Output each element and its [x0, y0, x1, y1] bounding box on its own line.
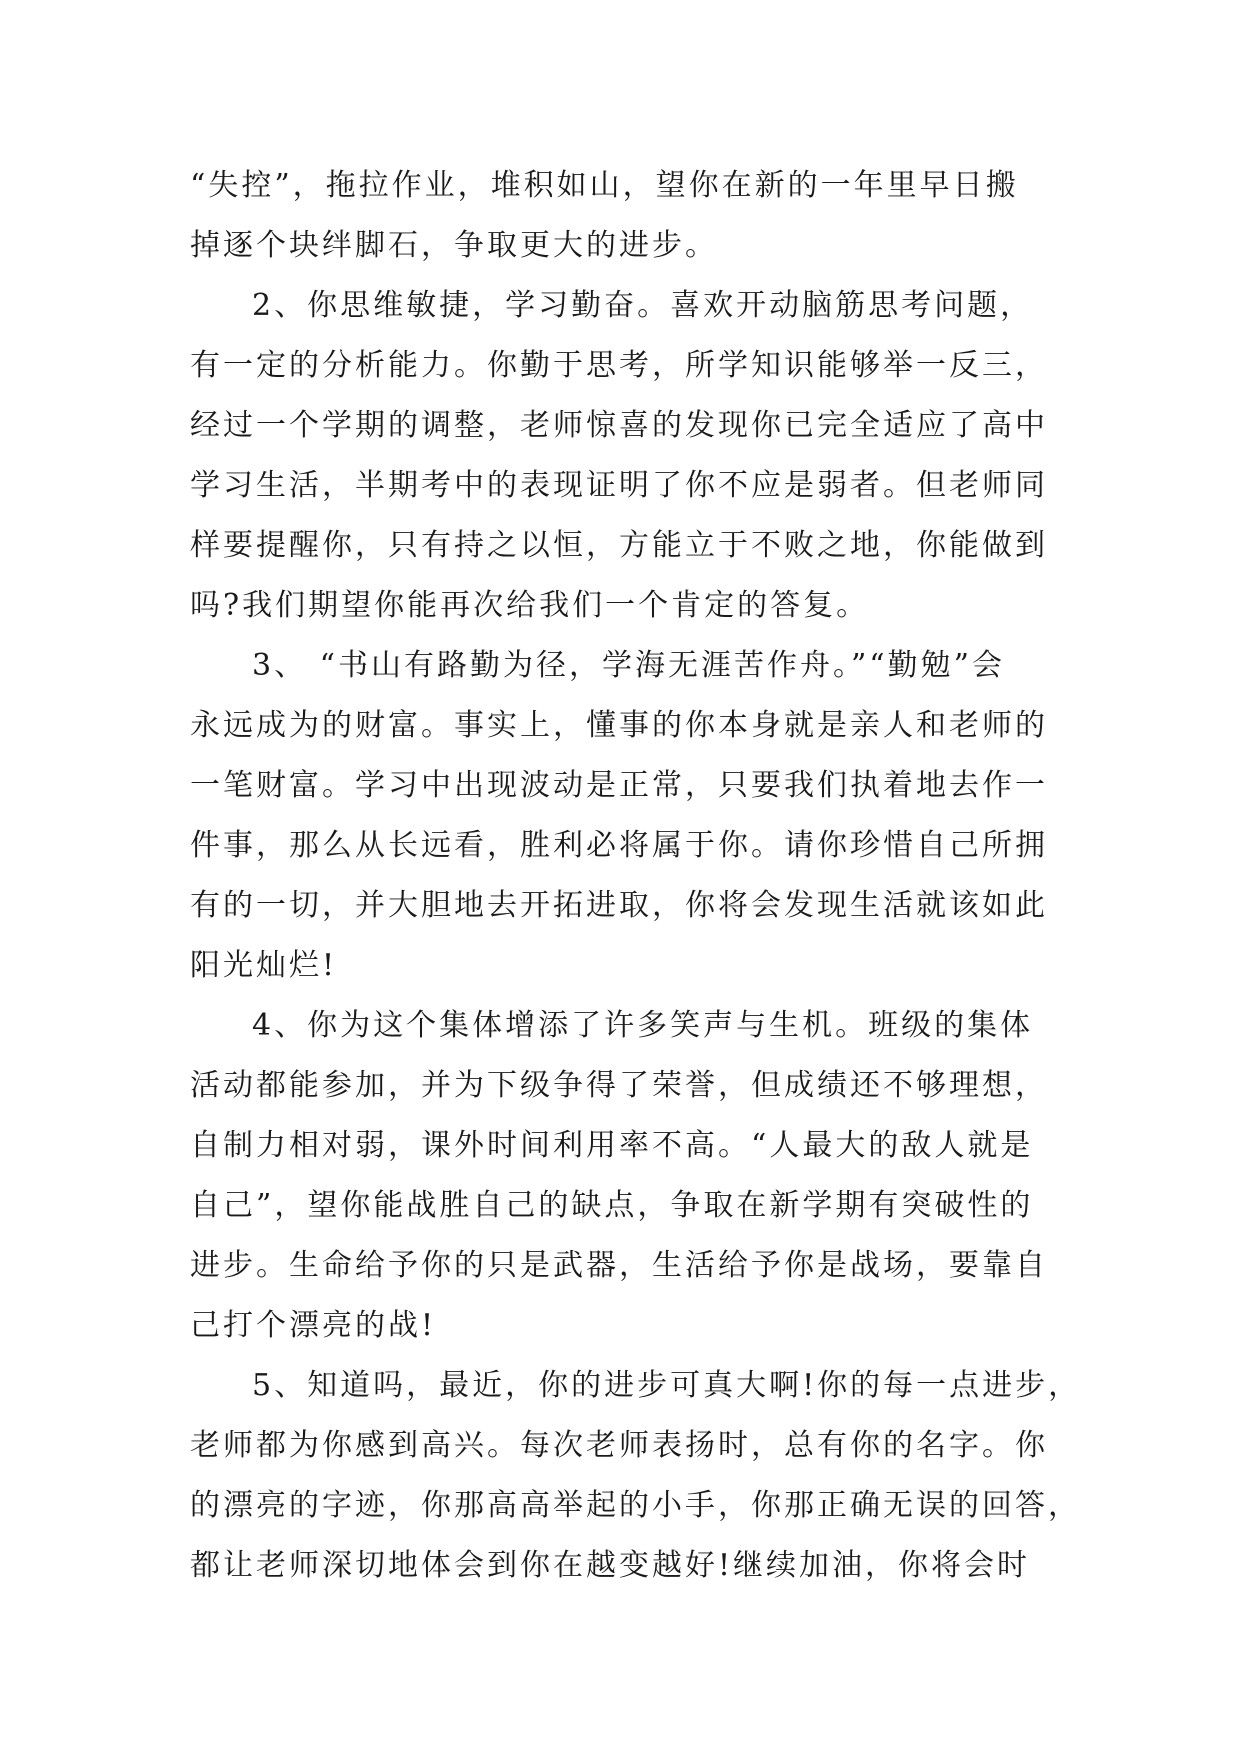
paragraph-first-line: 4、你为这个集体增添了许多笑声与生机。班级的集体 [252, 1008, 1034, 1043]
text-line: 有的一切，并大胆地去开拓进取，你将会发现生活就该如此 [190, 888, 1048, 923]
text-line: 掉逐个块绊脚石，争取更大的进步。 [190, 228, 718, 263]
text-line: 老师都为你感到高兴。每次老师表扬时，总有你的名字。你 [190, 1428, 1048, 1463]
paragraph-first-line: 2、你思维敏捷，学习勤奋。喜欢开动脑筋思考问题， [252, 288, 1034, 323]
paragraph-first-line: 3、 “书山有路勤为径，学海无涯苦作舟。”“勤勉”会 [252, 648, 1005, 683]
document-body [190, 156, 1082, 1596]
text-line: 一笔财富。学习中出现波动是正常，只要我们执着地去作一 [190, 768, 1048, 803]
text-line: 进步。生命给予你的只是武器，生活给予你是战场，要靠自 [190, 1248, 1048, 1283]
text-line: 阳光灿烂! [190, 948, 338, 983]
text-line: 活动都能参加，并为下级争得了荣誉，但成绩还不够理想， [190, 1068, 1048, 1103]
text-line: 有一定的分析能力。你勤于思考，所学知识能够举一反三， [190, 348, 1048, 383]
text-line: 样要提醒你，只有持之以恒，方能立于不败之地，你能做到 [190, 528, 1048, 563]
paragraph-first-line: 5、知道吗，最近，你的进步可真大啊!你的每一点进步， [252, 1368, 1082, 1403]
text-line: 的漂亮的字迹，你那高高举起的小手，你那正确无误的回答， [190, 1488, 1081, 1523]
text-line: 件事，那么从长远看，胜利必将属于你。请你珍惜自己所拥 [190, 828, 1048, 863]
text-line: 学习生活，半期考中的表现证明了你不应是弱者。但老师同 [190, 468, 1048, 503]
text-line: 经过一个学期的调整，老师惊喜的发现你已完全适应了高中 [190, 408, 1048, 443]
text-line: “失控”，拖拉作业，堆积如山，望你在新的一年里早日搬 [190, 168, 1019, 203]
text-line: 己打个漂亮的战! [190, 1308, 437, 1343]
text-line: 吗?我们期望你能再次给我们一个肯定的答复。 [190, 588, 870, 623]
text-line: 自己”，望你能战胜自己的缺点，争取在新学期有突破性的 [190, 1188, 1034, 1223]
text-line: 自制力相对弱，课外时间利用率不高。“人最大的敌人就是 [190, 1128, 1034, 1163]
text-line: 永远成为的财富。事实上，懂事的你本身就是亲人和老师的 [190, 708, 1048, 743]
text-line: 都让老师深切地体会到你在越变越好!继续加油，你将会时 [190, 1548, 1031, 1583]
